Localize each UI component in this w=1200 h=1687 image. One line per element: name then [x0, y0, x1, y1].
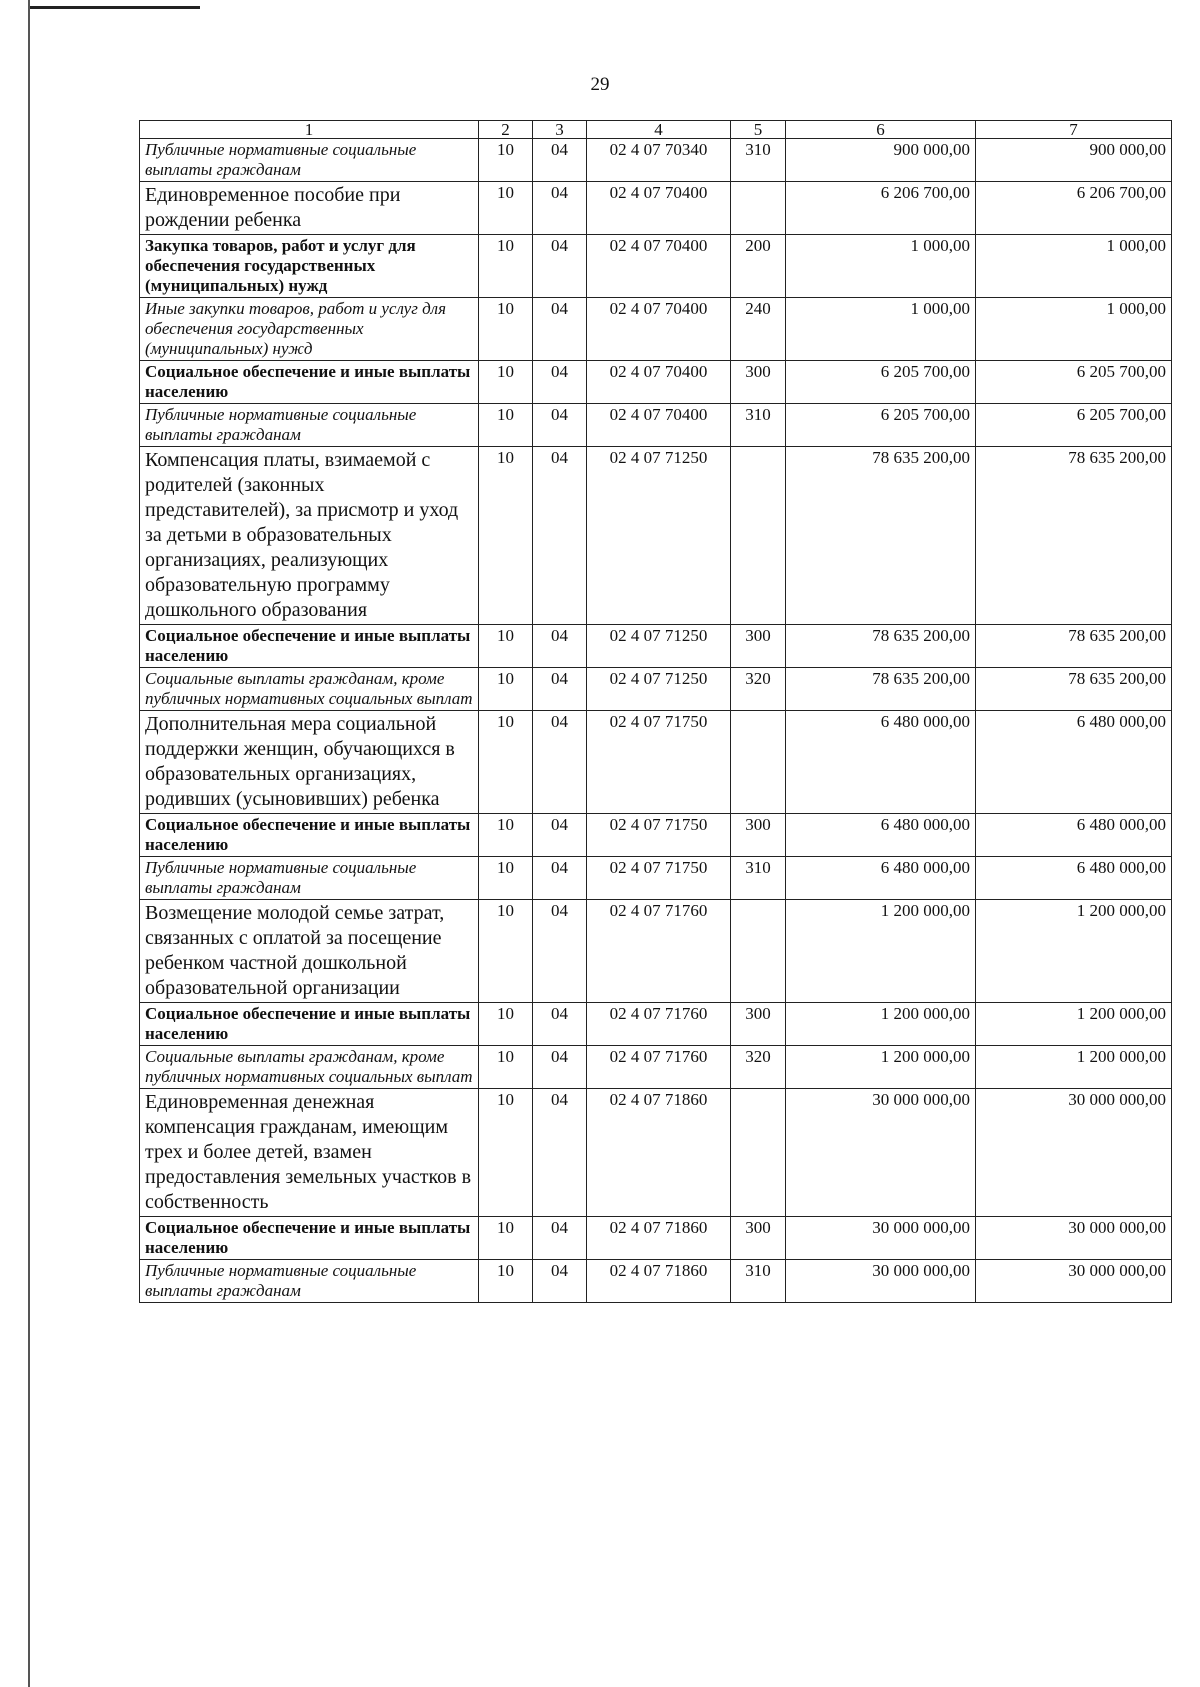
amount-cell: 78 635 200,00 — [786, 668, 976, 711]
expense-type-cell — [731, 447, 786, 625]
table-row — [140, 625, 1172, 668]
amount-cell: 6 206 700,00 — [786, 182, 976, 235]
expense-type-cell — [731, 900, 786, 1003]
subsection-code-cell: 04 — [533, 182, 587, 235]
amount-cell: 1 000,00 — [976, 298, 1172, 361]
row-name-cell: Закупка товаров, работ и услуг для обеспечения государственных (муниципальных) нужд — [140, 235, 479, 298]
target-article-cell: 02 4 07 71760 — [587, 1046, 731, 1089]
row-name-cell: Единовременная денежная компенсация гражданам, имеющим трех и более детей, взамен предоставления земельных участков в собственность — [140, 1089, 479, 1217]
amount-cell: 6 480 000,00 — [786, 711, 976, 814]
amount-cell: 6 480 000,00 — [786, 857, 976, 900]
expense-type-cell: 300 — [731, 625, 786, 668]
header-row — [140, 121, 1172, 139]
amount-cell: 1 200 000,00 — [786, 1046, 976, 1089]
section-code-cell: 10 — [479, 711, 533, 814]
amount-cell: 30 000 000,00 — [786, 1260, 976, 1303]
table-row — [140, 1260, 1172, 1303]
target-article-cell: 02 4 07 70400 — [587, 298, 731, 361]
subsection-code-cell: 04 — [533, 900, 587, 1003]
table-row — [140, 1003, 1172, 1046]
amount-cell: 6 480 000,00 — [976, 711, 1172, 814]
amount-cell: 78 635 200,00 — [976, 668, 1172, 711]
amount-cell: 30 000 000,00 — [976, 1089, 1172, 1217]
row-name-cell: Возмещение молодой семье затрат, связанных с оплатой за посещение ребенком частной дошкольной образовательной организации — [140, 900, 479, 1003]
target-article-cell: 02 4 07 71250 — [587, 447, 731, 625]
row-name-cell: Социальное обеспечение и иные выплаты населению — [140, 361, 479, 404]
expense-type-cell — [731, 1089, 786, 1217]
table-row — [140, 235, 1172, 298]
section-code-cell: 10 — [479, 298, 533, 361]
subsection-code-cell: 04 — [533, 361, 587, 404]
amount-cell: 6 480 000,00 — [786, 814, 976, 857]
subsection-code-cell: 04 — [533, 857, 587, 900]
table-row — [140, 900, 1172, 1003]
section-code-cell: 10 — [479, 139, 533, 182]
amount-cell: 6 205 700,00 — [976, 361, 1172, 404]
amount-cell: 6 205 700,00 — [976, 404, 1172, 447]
target-article-cell: 02 4 07 71860 — [587, 1260, 731, 1303]
section-code-cell: 10 — [479, 668, 533, 711]
row-name-cell: Социальное обеспечение и иные выплаты населению — [140, 625, 479, 668]
top-rule — [28, 6, 200, 9]
target-article-cell: 02 4 07 71250 — [587, 668, 731, 711]
target-article-cell: 02 4 07 71760 — [587, 900, 731, 1003]
section-code-cell: 10 — [479, 1217, 533, 1260]
header-cell: 6 — [786, 121, 976, 139]
amount-cell: 1 000,00 — [786, 298, 976, 361]
table-row — [140, 814, 1172, 857]
target-article-cell: 02 4 07 71750 — [587, 857, 731, 900]
expense-type-cell: 310 — [731, 857, 786, 900]
expense-type-cell: 310 — [731, 404, 786, 447]
amount-cell: 1 200 000,00 — [976, 900, 1172, 1003]
subsection-code-cell: 04 — [533, 447, 587, 625]
table-row — [140, 361, 1172, 404]
row-name-cell: Социальные выплаты гражданам, кроме публичных нормативных социальных выплат — [140, 668, 479, 711]
table-row — [140, 139, 1172, 182]
section-code-cell: 10 — [479, 1260, 533, 1303]
amount-cell: 1 200 000,00 — [976, 1003, 1172, 1046]
subsection-code-cell: 04 — [533, 711, 587, 814]
table-row — [140, 1046, 1172, 1089]
table-row — [140, 857, 1172, 900]
section-code-cell: 10 — [479, 1046, 533, 1089]
amount-cell: 6 206 700,00 — [976, 182, 1172, 235]
table-row — [140, 447, 1172, 625]
section-code-cell: 10 — [479, 182, 533, 235]
target-article-cell: 02 4 07 70340 — [587, 139, 731, 182]
subsection-code-cell: 04 — [533, 235, 587, 298]
table-row — [140, 298, 1172, 361]
row-name-cell: Социальное обеспечение и иные выплаты населению — [140, 1217, 479, 1260]
target-article-cell: 02 4 07 71860 — [587, 1089, 731, 1217]
subsection-code-cell: 04 — [533, 814, 587, 857]
target-article-cell: 02 4 07 70400 — [587, 404, 731, 447]
amount-cell: 6 205 700,00 — [786, 361, 976, 404]
amount-cell: 900 000,00 — [786, 139, 976, 182]
page-number: 29 — [590, 74, 610, 95]
subsection-code-cell: 04 — [533, 1260, 587, 1303]
target-article-cell: 02 4 07 70400 — [587, 235, 731, 298]
header-cell: 2 — [479, 121, 533, 139]
target-article-cell: 02 4 07 70400 — [587, 182, 731, 235]
amount-cell: 30 000 000,00 — [976, 1217, 1172, 1260]
expense-type-cell: 310 — [731, 1260, 786, 1303]
row-name-cell: Публичные нормативные социальные выплаты гражданам — [140, 139, 479, 182]
expense-type-cell: 320 — [731, 1046, 786, 1089]
section-code-cell: 10 — [479, 447, 533, 625]
table-body — [140, 121, 1172, 1303]
amount-cell: 78 635 200,00 — [786, 625, 976, 668]
section-code-cell: 10 — [479, 1003, 533, 1046]
subsection-code-cell: 04 — [533, 139, 587, 182]
row-name-cell: Публичные нормативные социальные выплаты гражданам — [140, 857, 479, 900]
header-cell: 4 — [587, 121, 731, 139]
section-code-cell: 10 — [479, 625, 533, 668]
amount-cell: 6 480 000,00 — [976, 814, 1172, 857]
amount-cell: 1 200 000,00 — [786, 1003, 976, 1046]
section-code-cell: 10 — [479, 1089, 533, 1217]
section-code-cell: 10 — [479, 857, 533, 900]
expense-type-cell: 320 — [731, 668, 786, 711]
table-row — [140, 182, 1172, 235]
header-cell: 7 — [976, 121, 1172, 139]
row-name-cell: Иные закупки товаров, работ и услуг для обеспечения государственных (муниципальных) нужд — [140, 298, 479, 361]
row-name-cell: Социальное обеспечение и иные выплаты населению — [140, 1003, 479, 1046]
target-article-cell: 02 4 07 71750 — [587, 711, 731, 814]
subsection-code-cell: 04 — [533, 668, 587, 711]
table-row — [140, 668, 1172, 711]
subsection-code-cell: 04 — [533, 1217, 587, 1260]
subsection-code-cell: 04 — [533, 1089, 587, 1217]
table-row — [140, 404, 1172, 447]
amount-cell: 30 000 000,00 — [786, 1089, 976, 1217]
amount-cell: 900 000,00 — [976, 139, 1172, 182]
target-article-cell: 02 4 07 71250 — [587, 625, 731, 668]
amount-cell: 1 200 000,00 — [976, 1046, 1172, 1089]
subsection-code-cell: 04 — [533, 1046, 587, 1089]
expense-type-cell: 300 — [731, 1217, 786, 1260]
target-article-cell: 02 4 07 71760 — [587, 1003, 731, 1046]
subsection-code-cell: 04 — [533, 404, 587, 447]
subsection-code-cell: 04 — [533, 298, 587, 361]
section-code-cell: 10 — [479, 404, 533, 447]
row-name-cell: Социальные выплаты гражданам, кроме публичных нормативных социальных выплат — [140, 1046, 479, 1089]
amount-cell: 1 000,00 — [976, 235, 1172, 298]
amount-cell: 1 000,00 — [786, 235, 976, 298]
budget-table — [139, 120, 1172, 1303]
amount-cell: 1 200 000,00 — [786, 900, 976, 1003]
header-cell: 3 — [533, 121, 587, 139]
expense-type-cell: 200 — [731, 235, 786, 298]
expense-type-cell: 240 — [731, 298, 786, 361]
expense-type-cell: 310 — [731, 139, 786, 182]
subsection-code-cell: 04 — [533, 1003, 587, 1046]
amount-cell: 6 480 000,00 — [976, 857, 1172, 900]
expense-type-cell: 300 — [731, 361, 786, 404]
row-name-cell: Компенсация платы, взимаемой с родителей (законных представителей), за присмотр и уход за детьми в образовательных организациях, реализующих образовательную программу дошкольного образования — [140, 447, 479, 625]
table-row — [140, 1217, 1172, 1260]
amount-cell: 78 635 200,00 — [976, 625, 1172, 668]
header-cell: 5 — [731, 121, 786, 139]
target-article-cell: 02 4 07 71750 — [587, 814, 731, 857]
row-name-cell: Единовременное пособие при рождении ребенка — [140, 182, 479, 235]
expense-type-cell: 300 — [731, 1003, 786, 1046]
row-name-cell: Социальное обеспечение и иные выплаты населению — [140, 814, 479, 857]
amount-cell: 78 635 200,00 — [786, 447, 976, 625]
target-article-cell: 02 4 07 70400 — [587, 361, 731, 404]
amount-cell: 78 635 200,00 — [976, 447, 1172, 625]
section-code-cell: 10 — [479, 814, 533, 857]
expense-type-cell: 300 — [731, 814, 786, 857]
table-row — [140, 711, 1172, 814]
expense-type-cell — [731, 711, 786, 814]
table-row — [140, 1089, 1172, 1217]
amount-cell: 6 205 700,00 — [786, 404, 976, 447]
amount-cell: 30 000 000,00 — [976, 1260, 1172, 1303]
amount-cell: 30 000 000,00 — [786, 1217, 976, 1260]
section-code-cell: 10 — [479, 900, 533, 1003]
row-name-cell: Дополнительная мера социальной поддержки женщин, обучающихся в образовательных организациях, родивших (усыновивших) ребенка — [140, 711, 479, 814]
section-code-cell: 10 — [479, 361, 533, 404]
section-code-cell: 10 — [479, 235, 533, 298]
row-name-cell: Публичные нормативные социальные выплаты гражданам — [140, 1260, 479, 1303]
header-cell: 1 — [140, 121, 479, 139]
target-article-cell: 02 4 07 71860 — [587, 1217, 731, 1260]
row-name-cell: Публичные нормативные социальные выплаты гражданам — [140, 404, 479, 447]
expense-type-cell — [731, 182, 786, 235]
left-margin-rule — [28, 0, 30, 1687]
subsection-code-cell: 04 — [533, 625, 587, 668]
